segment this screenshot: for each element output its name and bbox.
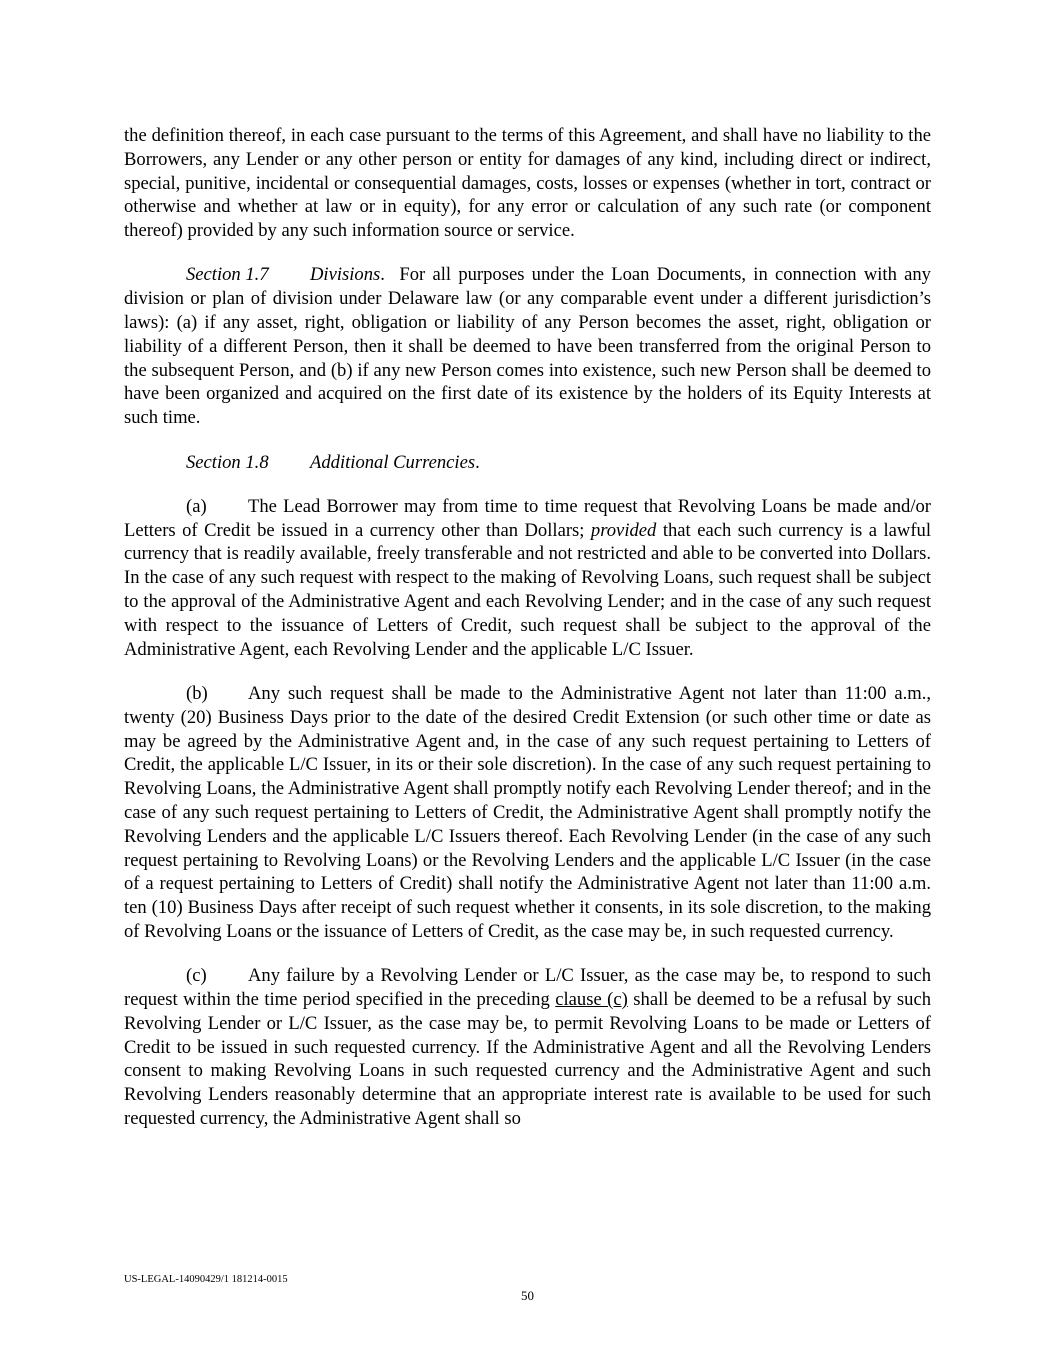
clause-c bbox=[124, 964, 931, 1131]
clause-c-text-before: Any failure by a Revolving Lender or L/C Issuer, as the case may be, to respond to such request within the time period specified in the preceding bbox=[124, 965, 931, 1010]
clause-b-label: (b) bbox=[186, 682, 208, 704]
footer-document-id: US-LEGAL-14090429/1 181214-0015 bbox=[124, 1274, 288, 1285]
section-1-7-body: For all purposes under the Loan Documents, in connection with any division or plan of division under Delaware law (or any comparable event under a different jurisdiction’s laws): (a) if any asset, right, obligation or liability of any Person becomes the asset, right, obligation or liability of a different Person, then it shall be deemed to have been transferred from the original Person to the subsequent Person, and (b) if any new Person comes into existence, such new Person shall be deemed to have been organized and acquired on the first date of its existence by the holders of its Equity Interests at such time. bbox=[124, 264, 931, 429]
section-1-8-number: Section 1.8 bbox=[186, 451, 269, 473]
clause-a-text-before: The Lead Borrower may from time to time request that Revolving Loans be made and/or Letters of Credit be issued in a currency other than Dollars; bbox=[124, 495, 931, 541]
section-1-8-title: Additional Currencies bbox=[310, 451, 476, 473]
continuation-paragraph: the definition thereof, in each case pursuant to the terms of this Agreement, and shall have no liability to the Borrowers, any Lender or any other person or entity for damages of any kind, including direct or indirect, special, punitive, incidental or consequential damages, costs, losses or expenses (whether in tort, contract or otherwise and whether at law or in equity), for any error or calculation of any such rate (or component thereof) provided by any such information source or service. bbox=[124, 125, 931, 242]
page-number: 50 bbox=[521, 1288, 534, 1303]
section-1-7-number: Section 1.7 bbox=[186, 264, 269, 286]
clause-a-text-after: that each such currency is a lawful currency that is readily available, freely transferable and not restricted and able to be converted into Dollars. In the case of any such request with respect to the making of Revolving Loans, such request shall be subject to the approval of the Administrative Agent and each Revolving Lender; and in the case of any such request with respect to the issuance of Letters of Credit, such request shall be subject to the approval of the Administrative Agent, each Revolving Lender and the applicable L/C Issuer. bbox=[124, 519, 931, 660]
clause-c-reference: clause (c) bbox=[555, 989, 628, 1010]
clause-a-provided: provided bbox=[590, 519, 657, 541]
clause-b bbox=[124, 682, 931, 944]
clause-b-text: Any such request shall be made to the Administrative Agent not later than 11:00 a.m., twenty (20) Business Days prior to the date of the desired Credit Extension (or such other time or date as may be agreed by the Administrative Agent and, in the case of any such request pertaining to Letters of Credit, the applicable L/C Issuer, in its or their sole discretion). In the case of any such request pertaining to Revolving Loans, the Administrative Agent shall promptly notify each Revolving Lender thereof; and in the case of any such request pertaining to Letters of Credit, the Administrative Agent shall promptly notify the Revolving Lenders and the applicable L/C Issuers thereof. Each Revolving Lender (in the case of any such request pertaining to Revolving Loans) or the Revolving Lenders and the applicable L/C Issuer (in the case of a request pertaining to Letters of Credit) shall notify the Administrative Agent not later than 11:00 a.m. ten (10) Business Days after receipt of such request whether it consents, in its sole discretion, to the making of Revolving Loans or the issuance of Letters of Credit, as the case may be, in such requested currency. bbox=[124, 682, 931, 942]
section-1-8-heading: Section 1.8 Additional Currencies. bbox=[186, 451, 480, 473]
clause-a-label: (a) bbox=[186, 495, 207, 517]
document-page bbox=[124, 124, 931, 1151]
clause-c-text-after: shall be deemed to be a refusal by such Revolving Lender or L/C Issuer, as the case may be, to permit Revolving Loans to be made or Letters of Credit to be issued in such requested currency. If the Administrative Agent and all the Revolving Lenders consent to making Revolving Loans in such requested currency and the Administrative Agent and such Revolving Lenders reasonably determine that an appropriate interest rate is available to be used for such requested currency, the Administrative Agent shall so bbox=[124, 989, 931, 1129]
clause-a bbox=[124, 495, 931, 662]
section-1-7-title: Divisions bbox=[310, 264, 381, 286]
clause-c-label: (c) bbox=[186, 965, 207, 987]
section-1-7: Section 1.7 Divisions. For all purposes under the Loan Documents, in connection with any division or plan of division under Delaware law (or any comparable event under a different jurisdiction’s laws): (a) if any asset, right, obligation or liability of any Person becomes the asset, right, obligation or liability of a different Person, then it shall be deemed to have been transferred from the original Person to the subsequent Person, and (b) if any new Person comes into existence, such new Person shall be deemed to have been organized and acquired on the first date of its existence by the holders of its Equity Interests at such time. bbox=[124, 264, 931, 429]
